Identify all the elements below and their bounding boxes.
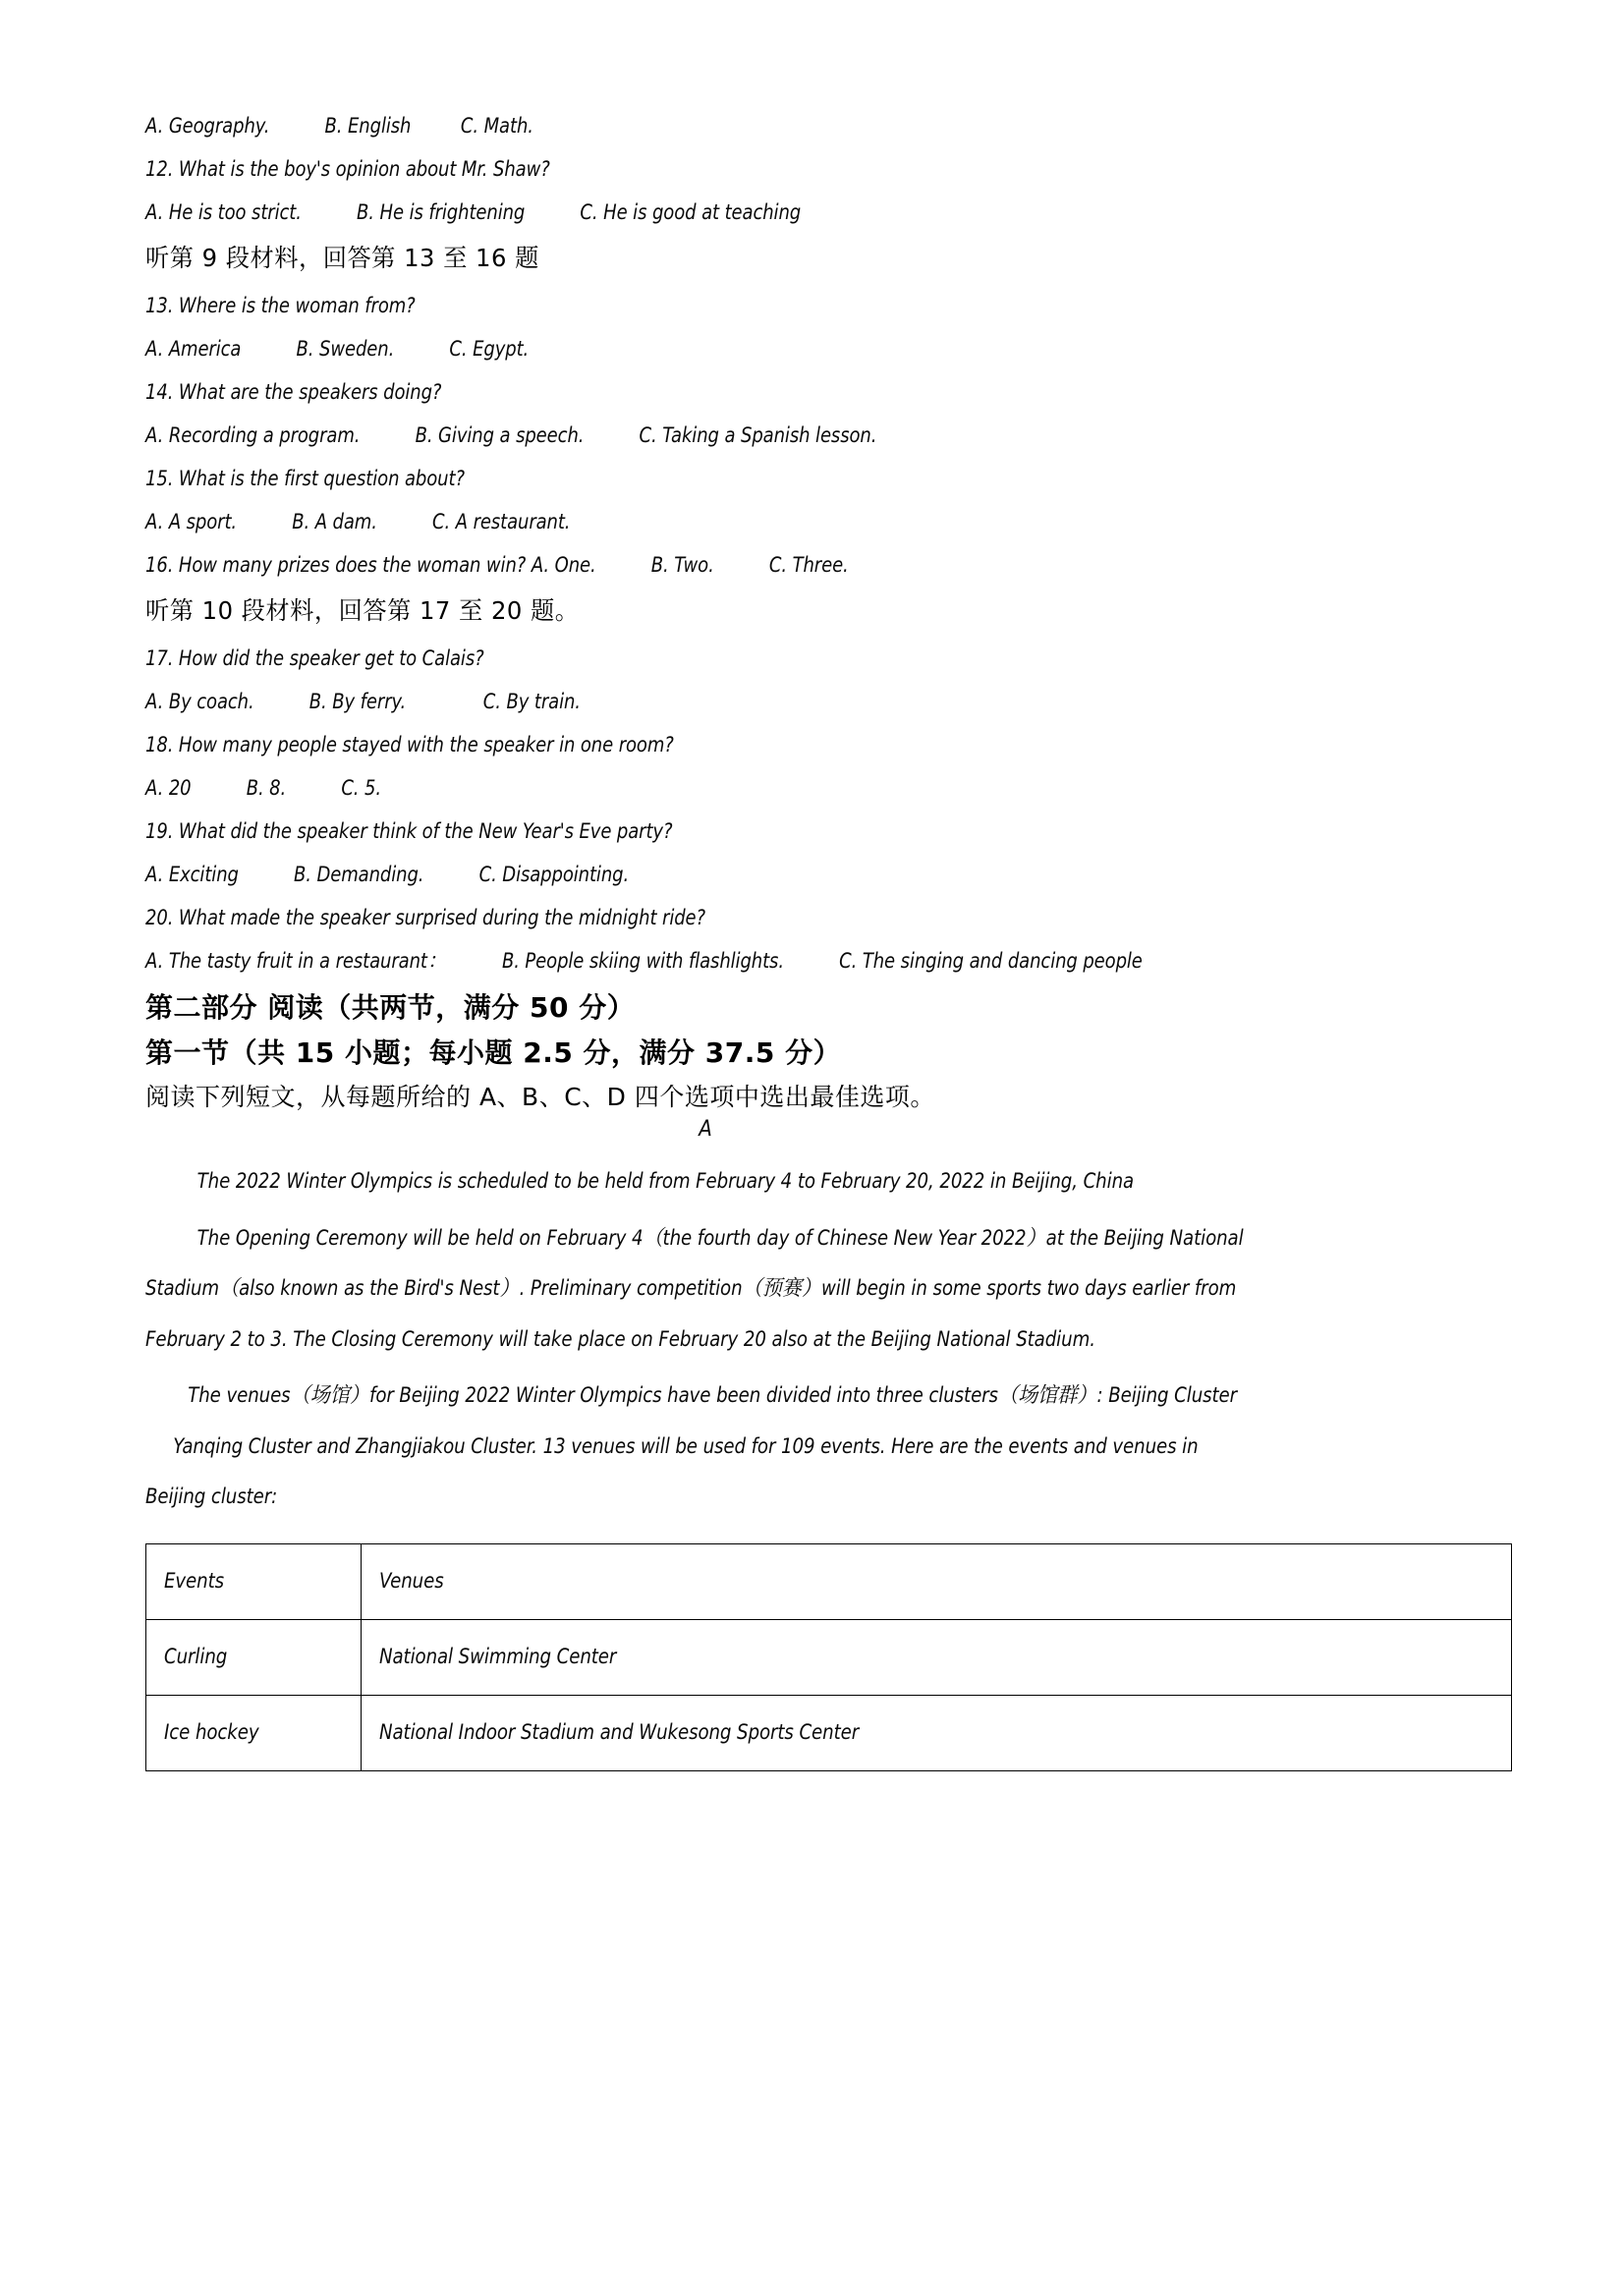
- q17-options: A. By coach. B. By ferry. C. By train.: [145, 690, 581, 714]
- table-cell-event-label: Curling: [164, 1645, 228, 1669]
- passage-paragraph-2-line-3: February 2 to 3. The Closing Ceremony will take place on February 20 also at the Beijing National Stadium.: [145, 1326, 1095, 1352]
- table-header-events-label: Events: [164, 1569, 224, 1594]
- reading-section-title: 第一节（共 15 小题；每小题 2.5 分，满分 37.5 分）: [145, 1036, 842, 1069]
- table-header-venues-label: Venues: [379, 1569, 444, 1594]
- table-row: [146, 1695, 1512, 1770]
- q16-stem-and-options: 16. How many prizes does the woman win? A. One. B. Two. C. Three.: [145, 553, 849, 578]
- table-cell-venue: [362, 1619, 1512, 1695]
- q17-stem: 17. How did the speaker get to Calais?: [145, 646, 484, 671]
- passage-label: A: [699, 1117, 712, 1142]
- table-cell-event: [146, 1695, 362, 1770]
- q18-stem: 18. How many people stayed with the speaker in one room?: [145, 733, 674, 757]
- passage-paragraph-3-line-1: The venues（场馆）for Beijing 2022 Winter Olympics have been divided into three clusters（场馆群）: Beijing Cluster: [188, 1383, 1238, 1408]
- q15-stem: 15. What is the first question about?: [145, 467, 465, 491]
- q20-stem: 20. What made the speaker surprised during the midnight ride?: [145, 906, 706, 930]
- table-header-row: [146, 1543, 1512, 1619]
- q13-options: A. America B. Sweden. C. Egypt.: [145, 337, 530, 362]
- table-header-venues: [362, 1543, 1512, 1619]
- passage-paragraph-1: The 2022 Winter Olympics is scheduled to be held from February 4 to February 20, 2022 in Beijing, China: [196, 1169, 1135, 1194]
- passage-paragraph-3-line-2: Yanqing Cluster and Zhangjiakou Cluster. 13 venues will be used for 109 events. Here are the events and venues in: [173, 1433, 1199, 1459]
- listening-material-9-header: 听第 9 段材料，回答第 13 至 16 题: [145, 244, 539, 272]
- venues-table-wrapper: [145, 1543, 1474, 1771]
- listening-material-10-header: 听第 10 段材料，回答第 17 至 20 题。: [145, 596, 580, 625]
- q12-options: A. He is too strict. B. He is frightening C. He is good at teaching: [145, 200, 802, 225]
- venues-table: [145, 1543, 1512, 1771]
- q20-options: A. The tasty fruit in a restaurant： B. People skiing with flashlights. C. The singing and dancing people: [145, 949, 1143, 974]
- table-cell-venue: [362, 1695, 1512, 1770]
- q12-stem: 12. What is the boy's opinion about Mr. Shaw?: [145, 157, 550, 182]
- passage-paragraph-2-line-2: Stadium（also known as the Bird's Nest）. Preliminary competition（预赛）will begin in some sports two days earlier from: [145, 1276, 1237, 1301]
- passage-paragraph-3-line-3: Beijing cluster:: [145, 1484, 278, 1509]
- table-cell-venue-label: National Indoor Stadium and Wukesong Sports Center: [379, 1720, 860, 1745]
- passage-paragraph-2-line-1: The Opening Ceremony will be held on February 4（the fourth day of Chinese New Year 2022）at the Beijing National: [196, 1225, 1244, 1251]
- reading-instruction: 阅读下列短文，从每题所给的 A、B、C、D 四个选项中选出最佳选项。: [145, 1083, 935, 1111]
- table-cell-event-label: Ice hockey: [164, 1720, 259, 1745]
- table-header-events: [146, 1543, 362, 1619]
- q19-stem: 19. What did the speaker think of the New Year's Eve party?: [145, 819, 673, 844]
- q15-options: A. A sport. B. A dam. C. A restaurant.: [145, 510, 571, 534]
- page-content: [145, 116, 1482, 1771]
- reading-part-title: 第二部分 阅读（共两节，满分 50 分）: [145, 991, 636, 1024]
- table-cell-event: [146, 1619, 362, 1695]
- q18-options: A. 20 B. 8. C. 5.: [145, 776, 382, 801]
- q19-options: A. Exciting B. Demanding. C. Disappointing.: [145, 863, 630, 887]
- table-cell-venue-label: National Swimming Center: [379, 1645, 617, 1669]
- q11-options: A. Geography. B. English C. Math.: [145, 114, 533, 139]
- q14-options: A. Recording a program. B. Giving a speech. C. Taking a Spanish lesson.: [145, 423, 877, 448]
- q14-stem: 14. What are the speakers doing?: [145, 380, 442, 405]
- q13-stem: 13. Where is the woman from?: [145, 294, 416, 318]
- table-row: [146, 1619, 1512, 1695]
